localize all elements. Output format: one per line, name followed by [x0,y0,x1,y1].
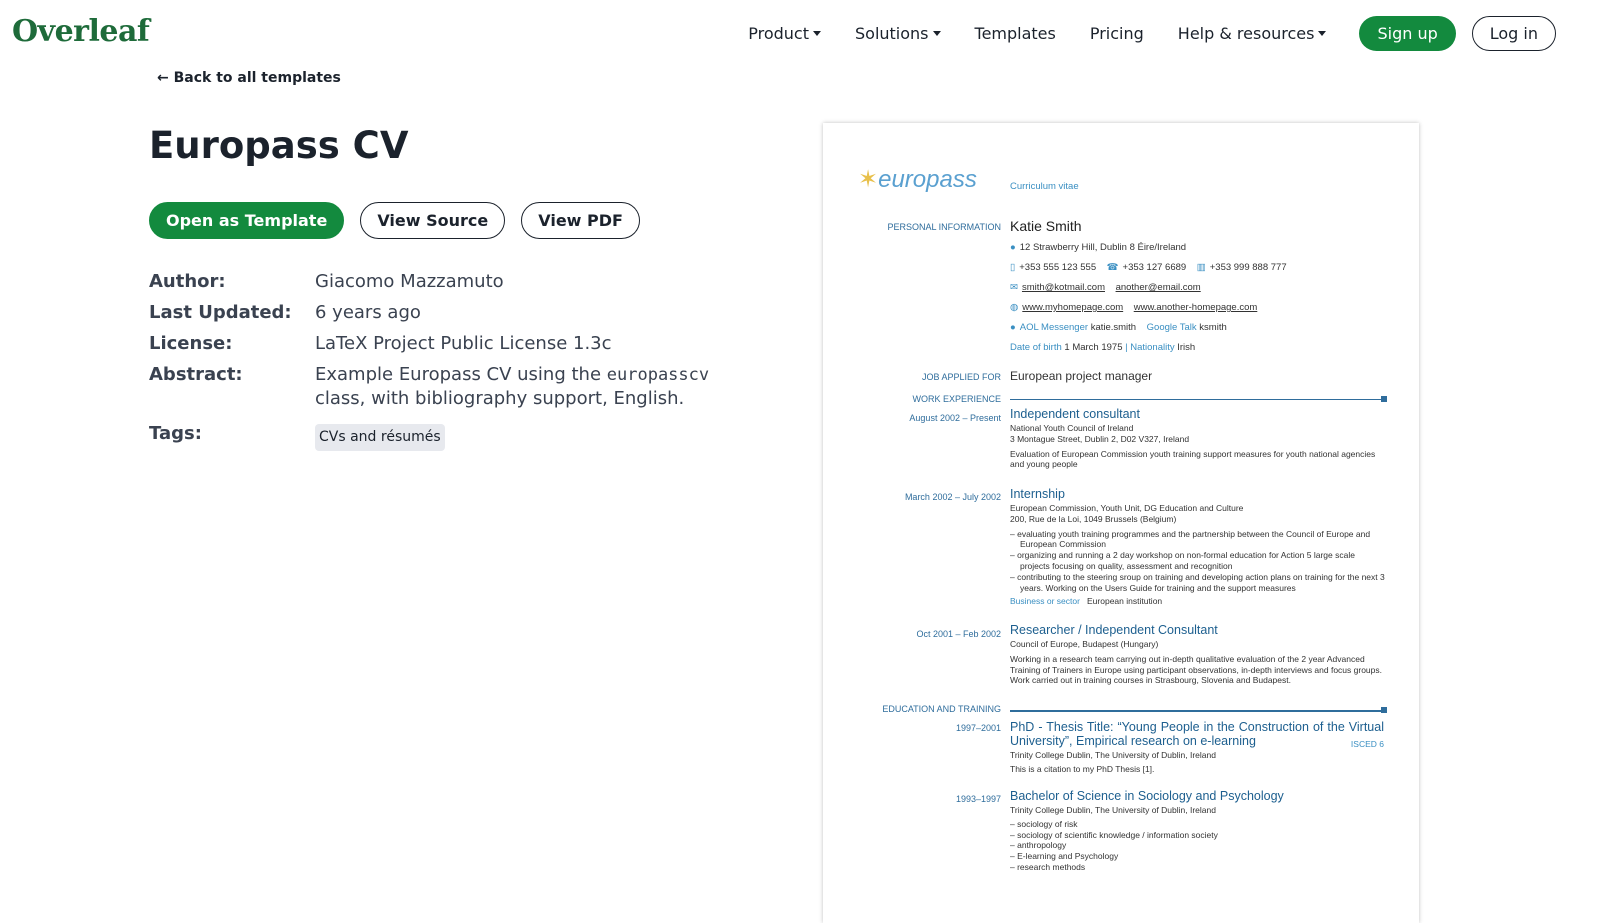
login-button[interactable]: Log in [1472,16,1556,51]
im-value: ksmith [1199,322,1227,333]
section-label: EDUCATION AND TRAINING [882,704,1001,714]
license-label: License: [149,333,233,354]
nationality-label: Nationality [1130,342,1175,353]
tag-cvs[interactable]: CVs and résumés [315,424,445,451]
sector-label: Business or sector [1010,596,1080,607]
nav-product[interactable] [731,24,838,43]
entry-dates: March 2002 – July 2002 [904,492,1001,502]
entry-dates: 1993–1997 [955,794,1001,804]
europass-logo: ✶europass [858,166,977,193]
bullet-text: E-learning and Psychology [1017,851,1119,862]
website-link[interactable]: www.another-homepage.com [1133,302,1258,313]
entry-title: Researcher / Independent Consultant [1010,623,1218,637]
bullet: – E-learning and Psychology [1010,851,1119,862]
view-source-button[interactable]: View Source [360,202,505,239]
nav-solutions[interactable] [838,24,958,43]
back-to-templates-link[interactable]: ← Back to all templates [157,70,341,86]
bullet: – contributing to the steering sroup on training and developing action plans on training for the next 3 years. Working on the Users Guide for training and the support measures [1010,571,1385,593]
work-entry [1010,409,1386,470]
abstract-value [315,363,749,410]
education-entry [1010,720,1386,775]
cv-phones [1010,262,1386,273]
caret-down-icon [813,31,821,36]
caret-down-icon [1318,31,1326,36]
nav-templates[interactable]: Templates [974,24,1056,43]
cv-name: Katie Smith [1010,218,1082,234]
bullet: – evaluating youth training programmes and the partnership between the Council of Europe and European Commission [1010,528,1371,550]
abstract-text: Example Europass CV using the [315,364,607,385]
email-icon: ✉ [1010,282,1018,293]
entry-address: 200, Rue de la Loi, 1049 Brussels (Belgium) [1010,513,1177,524]
cv-websites [1010,302,1386,313]
bullet-text: evaluating youth training programmes and the partnership between the Council of Europe and European Commission [1017,528,1371,550]
email-link[interactable]: another@email.com [1115,282,1201,293]
entry-dates: Oct 2001 – Feb 2002 [916,629,1001,639]
template-metadata [149,270,749,459]
entry-title: Bachelor of Science in Sociology and Psychology [1010,789,1284,803]
section-label: JOB APPLIED FOR [921,372,1001,382]
entry-org: Trinity College Dublin, The University of Dublin, Ireland [1010,750,1216,760]
fax-text: +353 999 888 777 [1209,262,1287,273]
bullet-text: research methods [1017,861,1086,872]
entry-org: European Commission, Youth Unit, DG Education and Culture [1010,503,1244,513]
work-entry [1010,489,1386,607]
entry-org: National Youth Council of Ireland [1010,423,1134,433]
entry-dates: 1997–2001 [955,723,1001,733]
website-link[interactable]: www.myhomepage.com [1022,302,1124,313]
template-preview[interactable] [823,123,1419,923]
bullet-text: anthropology [1017,840,1067,851]
email-link[interactable]: smith@kotmail.com [1021,282,1105,293]
tags-label: Tags: [149,423,202,444]
caret-down-icon [933,31,941,36]
updated-label: Last Updated: [149,302,292,323]
phone-text: +353 127 6689 [1122,262,1187,273]
abstract-text: class, with bibliography support, English. [315,388,685,409]
cv-emails [1010,282,1386,293]
im-label: AOL Messenger [1019,322,1089,333]
entry-description: Working in a research team carrying out in-depth qualitative evaluation of the 2 year Advanced Training of Trainers in Europe using participant observations, in-depth interviews and focus groups. Work carried out in training courses in Strasbourg, Slovenia and Budapest. [1010,653,1382,686]
isced-level: ISCED 6 [1350,739,1384,749]
cv-address [1010,242,1386,253]
chat-icon: ● [1010,322,1016,333]
nav-label: Solutions [855,24,929,43]
phone-icon: ☎ [1106,262,1119,273]
entry-title: Internship [1010,487,1065,501]
updated-value: 6 years ago [315,302,421,323]
template-actions [149,202,640,239]
nav-label: Product [748,24,809,43]
entry-org: Trinity College Dublin, The University of Dublin, Ireland [1010,805,1216,815]
bullet-text: sociology of scientific knowledge / information society [1017,829,1218,840]
mobile-icon: ▯ [1010,262,1016,273]
education-entry [1010,791,1386,873]
signup-button[interactable]: Sign up [1359,16,1455,51]
section-label: PERSONAL INFORMATION [887,222,1001,232]
open-as-template-button[interactable]: Open as Template [149,202,344,239]
mobile-text: +353 555 123 555 [1019,262,1097,273]
europass-logo-text: europass [878,166,977,193]
bullet-text: organizing and running a 2 day workshop on non-formal education for Action 5 large scale projects focusing on quality, assessment and recognition [1017,550,1355,571]
location-icon: ● [1010,242,1016,253]
cv-im [1010,322,1386,333]
dob-label: Date of birth [1010,342,1062,353]
bullet: – research methods [1010,861,1086,872]
cv-title: Curriculum vitae [1010,181,1079,192]
entry-title: PhD - Thesis Title: “Young People in the Construction of the Virtual University”, Empirical research on e-learning [1010,720,1384,748]
page-title: Europass CV [149,124,409,167]
fax-icon: ▥ [1196,262,1206,273]
cv-birth-nationality: Date of birth 1 March 1975 | Nationality Irish [1010,342,1196,353]
bullet: – organizing and running a 2 day workshop on non-formal education for Action 5 large scale projects focusing on quality, assessment and recognition [1010,550,1355,571]
author-label: Author: [149,271,226,292]
dob-value: 1 March 1975 [1064,342,1123,353]
bullet: – sociology of risk [1010,818,1078,829]
entry-address: 3 Montague Street, Dublin 2, D02 V327, Ireland [1010,433,1190,444]
bullet-text: contributing to the steering sroup on training and developing action plans on training for the next 3 years. Working on the Users Guide for training and the support measures [1017,571,1385,593]
entry-org: Council of Europe, Budapest (Hungary) [1010,639,1159,649]
abstract-label: Abstract: [149,364,243,385]
overleaf-logo[interactable]: Overleaf [12,14,150,49]
nav-label: Help & resources [1177,24,1315,43]
bullet: – anthropology [1010,840,1067,851]
address-text: 12 Strawberry Hill, Dublin 8 Éire/Ireland [1019,242,1187,253]
im-value: katie.smith [1090,322,1137,333]
im-label: Google Talk [1146,322,1197,333]
entry-title: Independent consultant [1010,407,1140,421]
nav-pricing[interactable]: Pricing [1089,24,1144,43]
section-rule [1010,710,1384,712]
section-label: WORK EXPERIENCE [912,394,1001,404]
license-value: LaTeX Project Public License 1.3c [315,333,612,354]
abstract-code: europasscv [606,365,710,385]
view-pdf-button[interactable]: View PDF [521,202,640,239]
nav-help[interactable] [1161,24,1344,43]
globe-icon: ◍ [1010,302,1019,313]
bullet-text: sociology of risk [1017,818,1078,829]
entry-description: This is a citation to my PhD Thesis [1]. [1010,763,1155,774]
author-value: Giacomo Mazzamuto [315,271,504,292]
entry-description: Evaluation of European Commission youth training support measures for youth national agencies and young people [1010,448,1376,470]
bullet: – sociology of scientific knowledge / information society [1010,829,1218,840]
entry-dates: August 2002 – Present [909,413,1001,423]
work-entry [1010,625,1386,686]
section-rule [1010,399,1384,400]
sector-value: European institution [1087,596,1163,607]
nationality-value: Irish [1177,342,1196,353]
main-nav [731,16,1556,51]
job-applied: European project manager [1010,369,1153,383]
